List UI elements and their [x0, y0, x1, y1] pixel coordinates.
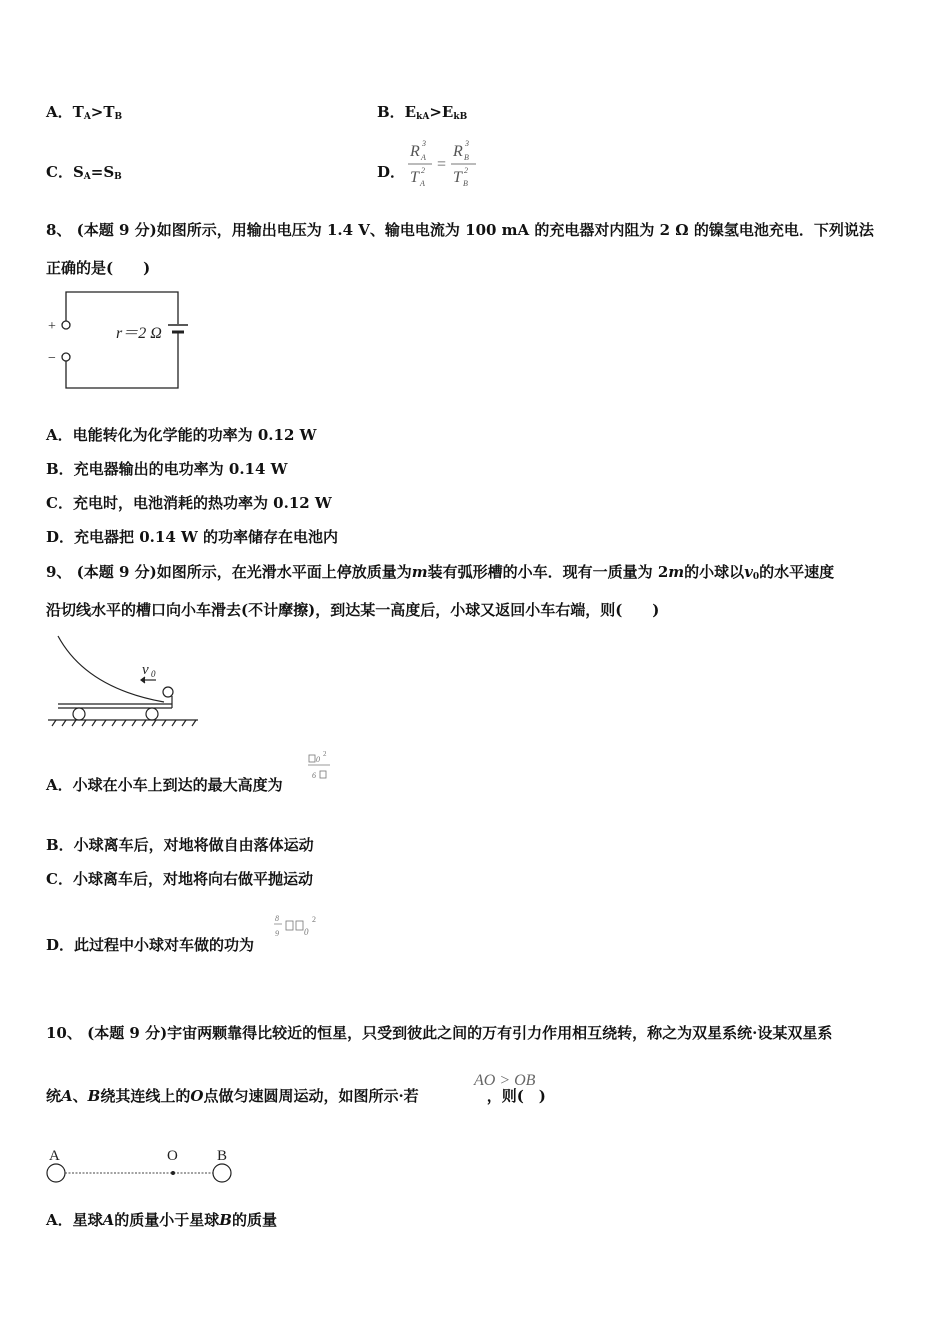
q9-stem-line1: 9、 (本题 9 分)如图所示，在光滑水平面上停放质量为m装有弧形槽的小车．现有一质量为 2m的小球以$v_0$的水平速度 — [46, 563, 835, 582]
svg-text:0: 0 — [316, 755, 320, 764]
q10-binary-star-figure — [40, 1144, 240, 1190]
q8-circuit-figure — [44, 288, 194, 392]
svg-text:3: 3 — [465, 139, 469, 148]
q8-option-d: D．充电器把 0.14 W 的功率储存在电池内 — [46, 528, 339, 546]
svg-text:O: O — [167, 1148, 178, 1164]
svg-text:2: 2 — [421, 166, 425, 175]
q10-stem-line2: 统A、B绕其连线上的O点做匀速圆周运动，如图所示·若 ，则( ) — [46, 1087, 546, 1105]
svg-text:B: B — [217, 1148, 228, 1164]
q8-resistance-label: r＝2 Ω — [116, 325, 162, 342]
q9-cart-figure — [46, 630, 206, 730]
q9-option-b: B．小球离车后，对地将做自由落体运动 — [46, 836, 314, 854]
svg-text:B: B — [463, 179, 468, 188]
svg-text:=: = — [437, 156, 447, 173]
svg-text:A: A — [420, 179, 425, 188]
q7-option-b: B．$E_{kA}>E_{kB}$ — [377, 103, 468, 122]
svg-text:2: 2 — [464, 166, 468, 175]
q10-stem-formula: AO > OB — [474, 1072, 536, 1089]
svg-text:v: v — [142, 662, 149, 678]
q8-option-b: B．充电器输出的电功率为 0.14 W — [46, 460, 288, 478]
svg-text:9: 9 — [275, 929, 279, 938]
svg-text:T: T — [410, 169, 419, 186]
svg-text:6: 6 — [312, 771, 316, 780]
q8-option-c: C．充电时，电池消耗的热功率为 0.12 W — [46, 494, 332, 512]
q8-stem-line2: 正确的是( ) — [46, 259, 151, 277]
svg-text:B: B — [464, 153, 469, 162]
svg-text:3: 3 — [422, 139, 426, 148]
q10-option-a: A．星球A的质量小于星球B的质量 — [46, 1211, 277, 1229]
q9-option-a: A．小球在小车上到达的最大高度为 — [46, 776, 283, 794]
q7-option-c: C．$S_A=S_B$ — [46, 163, 122, 182]
svg-text:0: 0 — [304, 927, 309, 937]
q9-stem-line2: 沿切线水平的槽口向小车滑去(不计摩擦)，到达某一高度后，小球又返回小车右端，则( ) — [46, 601, 660, 619]
svg-text:2: 2 — [323, 750, 327, 758]
q9-option-c: C．小球离车后，对地将向右做平抛运动 — [46, 870, 313, 888]
q8-option-a: A．电能转化为化学能的功率为 0.12 W — [46, 426, 317, 444]
svg-text:2: 2 — [312, 915, 316, 924]
svg-text:R: R — [410, 143, 420, 160]
q8-plus-label: + — [48, 319, 56, 334]
q7-option-d-formula — [404, 136, 484, 192]
svg-text:A: A — [421, 153, 426, 162]
q9-option-d-formula — [272, 910, 328, 944]
q8-stem-line1: 8、 (本题 9 分)如图所示，用输出电压为 1.4 V、输电电流为 100 mA 的充电器对内阻为 2 Ω 的镍氢电池充电．下列说法 — [46, 221, 874, 239]
svg-text:0: 0 — [151, 669, 156, 679]
svg-text:R: R — [453, 143, 463, 160]
svg-text:8: 8 — [275, 914, 279, 923]
q7-option-d: D． — [377, 163, 406, 181]
q9-option-d: D．此过程中小球对车做的功为 — [46, 936, 255, 954]
q8-minus-label: − — [48, 351, 56, 366]
svg-text:A: A — [49, 1148, 60, 1164]
q10-stem-line1: 10、 (本题 9 分)宇宙两颗靠得比较近的恒星，只受到彼此之间的万有引力作用相互绕转，称之为双星系统·设某双星系 — [46, 1024, 833, 1042]
svg-text:T: T — [453, 169, 462, 186]
q9-option-a-formula — [306, 748, 336, 782]
q7-option-a: A．$T_A>T_B$ — [46, 103, 123, 122]
